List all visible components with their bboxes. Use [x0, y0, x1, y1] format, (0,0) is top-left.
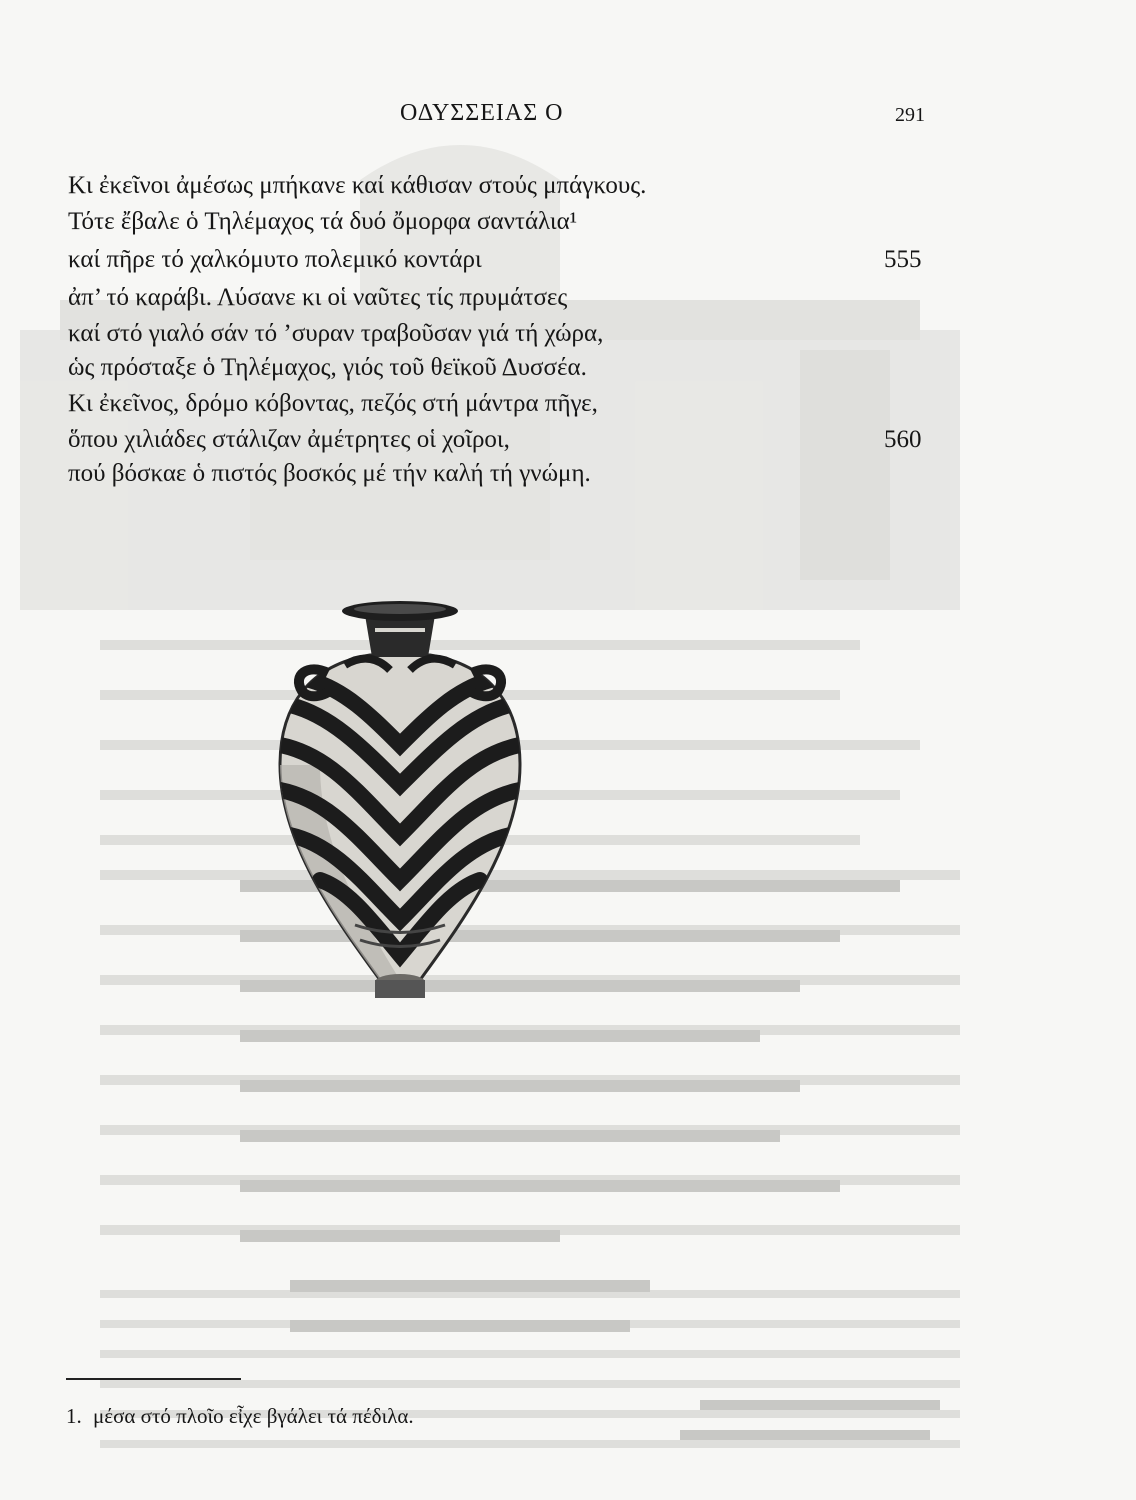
footnote — [66, 1401, 666, 1431]
footnote-text: μέσα στό πλοῖο εἶχε βγάλει τά πέδιλα. — [93, 1404, 414, 1428]
verse-line: ἀπ’ τό καράβι. Λύσανε κι οἱ ναῦτες τίς πρυμάτσες — [68, 284, 568, 311]
running-head: ΟΔΥΣΣΕΙΑΣ Ο — [400, 100, 564, 126]
amphora-illustration — [250, 595, 550, 1015]
verse-line: ὡς πρόσταξε ὁ Τηλέμαχος, γιός τοῦ θεϊκοῦ Δυσσέα. — [68, 354, 587, 381]
line-number: 560 — [884, 426, 922, 453]
line-number: 555 — [884, 246, 922, 273]
footnote-divider — [66, 1378, 241, 1380]
page-number: 291 — [895, 104, 925, 126]
verse-line: καί πῆρε τό χαλκόμυτο πολεμικό κοντάρι — [68, 246, 482, 273]
verse-line: πού βόσκαε ὁ πιστός βοσκός μέ τήν καλή τή γνώμη. — [68, 460, 591, 487]
verse-line: Κι ἐκεῖνος, δρόμο κόβοντας, πεζός στή μάντρα πῆγε, — [68, 390, 598, 417]
verse-line: καί στό γιαλό σάν τό ’συραν τραβοῦσαν γιά τή χώρα, — [68, 320, 604, 347]
verse-line: ὅπου χιλιάδες στάλιζαν ἀμέτρητες οἱ χοῖροι, — [68, 426, 510, 453]
verse-line: Κι ἐκεῖνοι ἀμέσως μπήκανε καί κάθισαν στούς μπάγκους. — [68, 172, 647, 199]
footnote-number: 1. — [66, 1404, 82, 1428]
verse-line: Τότε ἔβαλε ὁ Τηλέμαχος τά δυό ὄμορφα σαντάλια¹ — [68, 208, 578, 235]
